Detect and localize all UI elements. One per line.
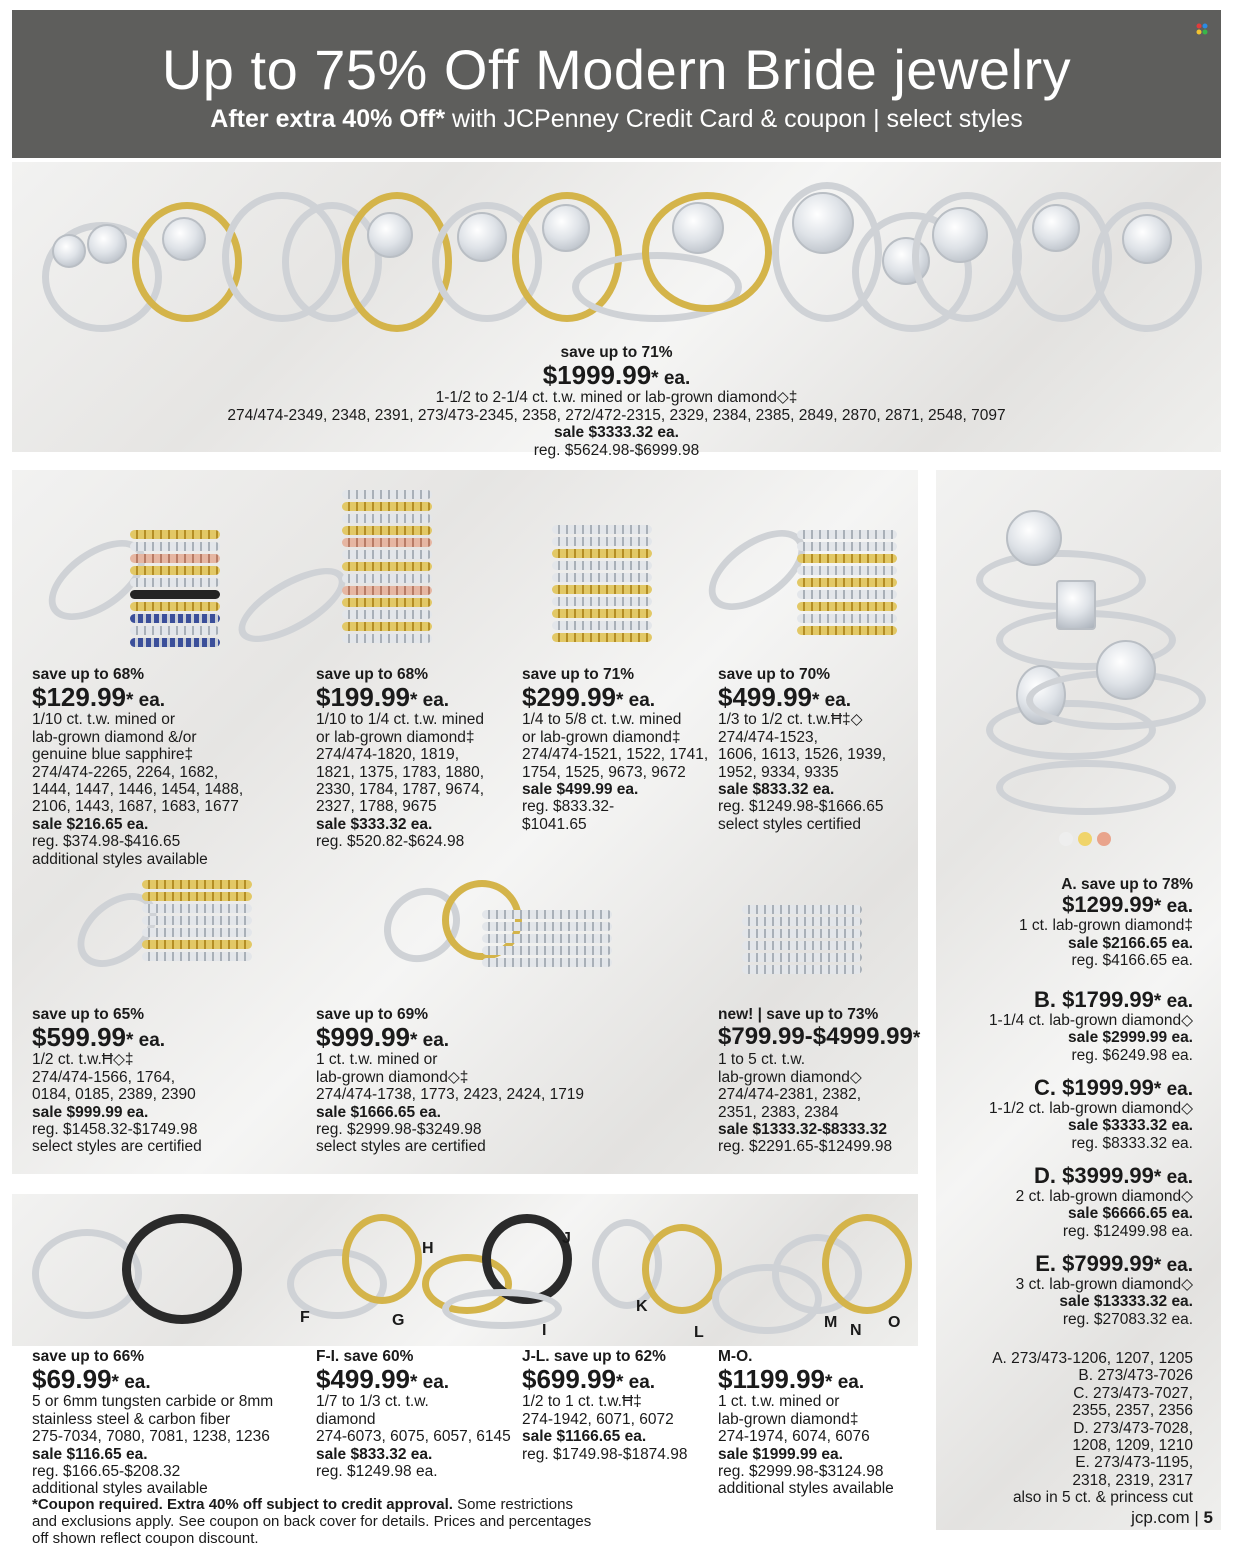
page-number: 5 xyxy=(1203,1508,1213,1527)
offer-block-10: J-L. save up to 62% $699.99* ea. 1/2 to 1 ct. t.w.Ħ‡ 274-1942, 6071, 6072 sale $1166.65 ea. reg. $1749.98-$1874.98 xyxy=(522,1348,688,1463)
offer-block-7: new! | save up to 73% $799.99-$4999.99* 1 to 5 ct. t.w. lab-grown diamond◇ 274/474-2381, 2382, 2351, 2383, 2384 sale $1333.32-$8333.32 reg. $2291.65-$12499.98 xyxy=(718,1006,921,1156)
rose-gold-swatch xyxy=(1097,832,1111,846)
offer-block-bridal-sets: save up to 71% $1999.99* ea. 1-1/2 to 2-1/4 ct. t.w. mined or lab-grown diamond◇‡ 274/474-2349, 2348, 2391, 273/473-2345, 2358, 272/472-2315, 2329, 2384, 2385, 2849, 2870, 2871, 2548, 7097 sale $3333.32 ea. reg. $5624.98-$6999.98 xyxy=(227,344,1006,459)
label-o: O xyxy=(888,1314,901,1331)
headline: Up to 75% Off Modern Bride jewelry xyxy=(161,38,1072,101)
site-link[interactable]: jcp.com xyxy=(1131,1508,1190,1527)
label-m: M xyxy=(824,1314,838,1331)
solitaire-offer-a: A. save up to 78% $1299.99* ea. 1 ct. lab-grown diamond‡ sale $2166.65 ea. reg. $4166.65 ea. xyxy=(1018,876,1193,970)
offer-block-5: save up to 65% $599.99* ea. 1/2 ct. t.w.Ħ◇‡ 274/474-1566, 1764, 0184, 0185, 2389, 2390 sale $999.99 ea. reg. $1458.32-$1749.98 select styles are certified xyxy=(32,1006,202,1156)
solitaire-offer-e: E. $7999.99* ea. 3 ct. lab-grown diamond◇ sale $13333.32 ea. reg. $27083.32 ea. xyxy=(1015,1251,1193,1328)
mens-bands-panel xyxy=(12,1194,918,1346)
label-f: F xyxy=(300,1309,310,1326)
offer-block-11: M-O. $1199.99* ea. 1 ct. t.w. mined or lab-grown diamond‡ 274-1974, 6074, 6076 sale $1999.99 ea. reg. $2999.98-$3124.98 additional styles available xyxy=(718,1348,894,1498)
label-n: N xyxy=(850,1322,862,1339)
offer-block-3: save up to 71% $299.99* ea. 1/4 to 5/8 ct. t.w. mined or lab-grown diamond‡ 274/474-1521, 1522, 1741, 1754, 1525, 9673, 9672 sale $499.99 ea. reg. $833.32- $1041.65 xyxy=(522,666,709,833)
yellow-gold-swatch xyxy=(1078,832,1092,846)
solitaire-panel xyxy=(936,470,1221,1530)
white-gold-swatch xyxy=(1059,832,1073,846)
subheadline: After extra 40% Off* with JCPenney Credit Card & coupon | select styles xyxy=(210,105,1023,133)
label-i: I xyxy=(542,1322,547,1339)
solitaire-offer-b: B. $1799.99* ea. 1-1/4 ct. lab-grown diamond◇ sale $2999.99 ea. reg. $6249.98 ea. xyxy=(988,987,1193,1064)
brand-logo-icon xyxy=(1195,22,1209,36)
label-g: G xyxy=(392,1312,405,1329)
bridal-sets-panel xyxy=(12,162,1221,459)
offer-block-6: save up to 69% $999.99* ea. 1 ct. t.w. mined or lab-grown diamond◇‡ 274/474-1738, 1773, 2423, 2424, 1719 sale $1666.65 ea. reg. $2999.98-$3249.98 select styles are certified xyxy=(316,1006,585,1156)
offer-block-4: save up to 70% $499.99* ea. 1/3 to 1/2 ct. t.w.Ħ‡◇ 274/474-1523, 1606, 1613, 1526, 1939, 1952, 9334, 9335 sale $833.32 ea. reg. $1249.98-$1666.65 select styles certified xyxy=(718,666,887,833)
offer-block-8: save up to 66% $69.99* ea. 5 or 6mm tungsten carbide or 8mm stainless steel & carbon fiber 275-7034, 7080, 7081, 1238, 1236 sale $116.65 ea. reg. $166.65-$208.32 additional styles available xyxy=(32,1348,274,1498)
offer-block-1: save up to 68% $129.99* ea. 1/10 ct. t.w. mined or lab-grown diamond &/or genuine blue sapphire‡ 274/474-2265, 2264, 1682, 1444, 1447, 1446, 1454, 1488, 2106, 1443, 1687, 1683, 1677 sale $216.65 ea. reg. $374.98-$416.65 additional styles available xyxy=(32,666,244,868)
solitaire-offer-c: C. $1999.99* ea. 1-1/2 ct. lab-grown diamond◇ sale $3333.32 ea. reg. $8333.32 ea. xyxy=(988,1075,1193,1152)
solitaire-sku-list: A. 273/473-1206, 1207, 1205 B. 273/473-7026 C. 273/473-7027, 2355, 2357, 2356 D. 273/473-7028, 1208, 1209, 1210 E. 273/473-1195, 2318, 2319, 2317 also in 5 ct. & princess cut xyxy=(992,1350,1193,1507)
coupon-disclaimer: *Coupon required. Extra 40% off subject to credit approval. Some restrictions and exclusions apply. See coupon on back cover for details. Prices and percentages off shown reflect coupon discount. xyxy=(32,1496,592,1547)
page-footer xyxy=(1131,1508,1213,1528)
offer-block-9: F-I. save 60% $499.99* ea. 1/7 to 1/3 ct. t.w. diamond 274-6073, 6075, 6057, 6145 sale $833.32 ea. reg. $1249.98 ea. xyxy=(316,1348,511,1481)
label-l: L xyxy=(694,1324,704,1341)
solitaire-offer-d: D. $3999.99* ea. 2 ct. lab-grown diamond◇ sale $6666.65 ea. reg. $12499.98 ea. xyxy=(1015,1163,1193,1240)
promo-banner xyxy=(12,10,1221,158)
label-k: K xyxy=(636,1298,648,1315)
offer-block-2: save up to 68% $199.99* ea. 1/10 to 1/4 ct. t.w. mined or lab-grown diamond‡ 274/474-1820, 1819, 1821, 1375, 1783, 1880, 2330, 1784, 1787, 9674, 2327, 1788, 9675 sale $333.32 ea. reg. $520.82-$624.98 xyxy=(316,666,485,851)
label-j: J xyxy=(562,1230,571,1247)
bands-panel xyxy=(12,470,921,1174)
price: $1999.99 xyxy=(542,360,652,391)
label-h: H xyxy=(422,1240,434,1257)
divider: | xyxy=(1194,1508,1204,1527)
